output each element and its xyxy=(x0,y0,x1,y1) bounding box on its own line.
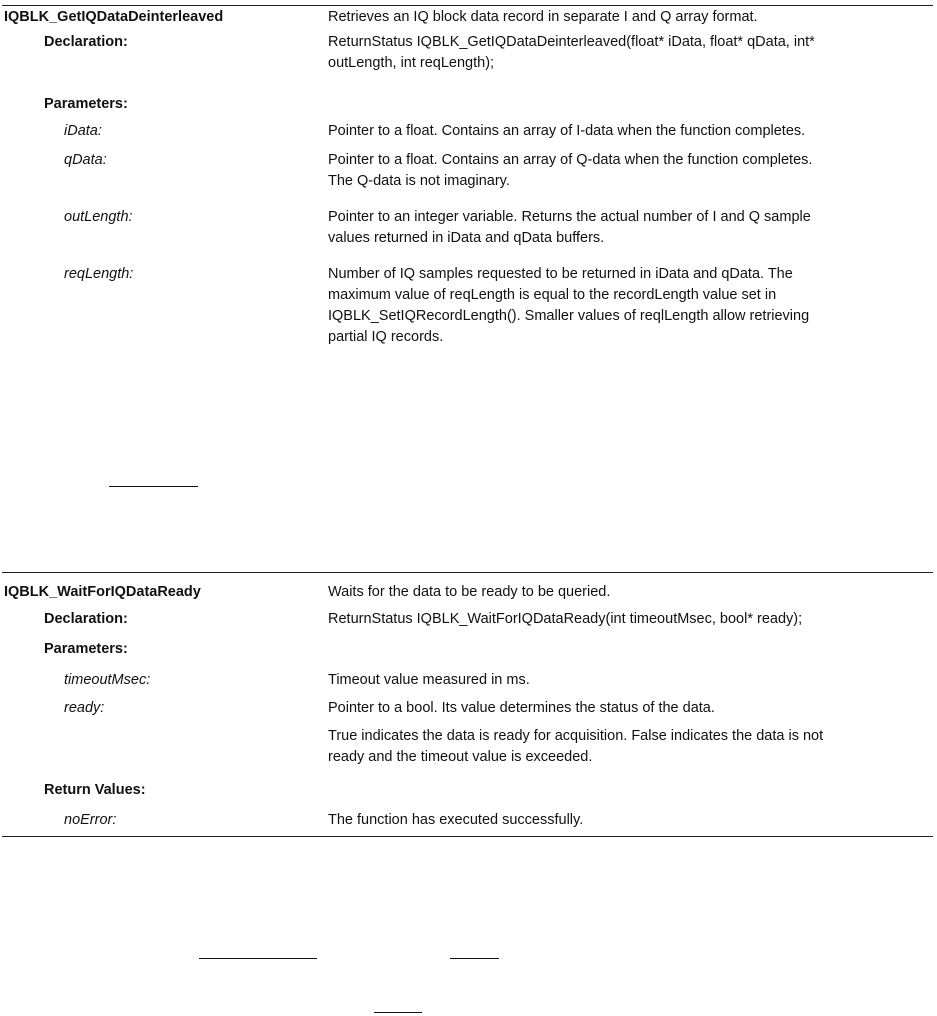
block2-top-rule xyxy=(2,572,933,573)
param-outlength-desc-line-1: Pointer to an integer variable. Returns the actual number of I and Q sample xyxy=(328,209,811,225)
param-reqlength-desc-line-1: Number of IQ samples requested to be returned in iData and qData. The xyxy=(328,266,793,282)
param-outlength-name: outLength: xyxy=(64,209,133,225)
block1-top-rule xyxy=(2,5,933,6)
param-ready-name: ready: xyxy=(64,700,105,716)
return-noerror-desc: The function has executed successfully. xyxy=(328,812,584,828)
block2-declaration-label: Declaration: xyxy=(44,611,128,627)
block1-declaration-label: Declaration: xyxy=(44,34,128,50)
underline-artifact xyxy=(109,486,198,487)
block1-declaration-line-2: outLength, int reqLength); xyxy=(328,55,495,71)
param-timeoutmsec-desc: Timeout value measured in ms. xyxy=(328,672,530,688)
param-qdata-desc-line-2: The Q-data is not imaginary. xyxy=(328,173,510,189)
param-timeoutmsec-name: timeoutMsec: xyxy=(64,672,151,688)
param-ready-note-line-1: True indicates the data is ready for acquisition. False indicates the data is not xyxy=(328,728,824,744)
param-reqlength-desc-line-3: IQBLK_SetIQRecordLength(). Smaller values of reqlLength allow retrieving xyxy=(328,308,810,324)
param-idata-name: iData: xyxy=(64,123,102,139)
param-qdata-name: qData: xyxy=(64,152,107,168)
param-reqlength-desc-line-2: maximum value of reqLength is equal to the recordLength value set in xyxy=(328,287,777,303)
block2-return-values-label: Return Values: xyxy=(44,782,146,798)
param-reqlength-desc-line-4: partial IQ records. xyxy=(328,329,444,345)
block2-declaration-line-1: ReturnStatus IQBLK_WaitForIQDataReady(int timeoutMsec, bool* ready); xyxy=(328,611,803,627)
param-ready-note-line-2: ready and the timeout value is exceeded. xyxy=(328,749,593,765)
param-reqlength-name: reqLength: xyxy=(64,266,134,282)
block2-parameters-label: Parameters: xyxy=(44,641,128,657)
block1-function-name: IQBLK_GetIQDataDeinterleaved xyxy=(4,9,224,25)
param-idata-desc: Pointer to a float. Contains an array of I-data when the function completes. xyxy=(328,123,806,139)
block2-bottom-rule xyxy=(2,836,933,837)
param-qdata-desc-line-1: Pointer to a float. Contains an array of Q-data when the function completes. xyxy=(328,152,813,168)
underline-artifact xyxy=(374,1012,422,1013)
block1-parameters-label: Parameters: xyxy=(44,96,128,112)
param-ready-desc: Pointer to a bool. Its value determines the status of the data. xyxy=(328,700,715,716)
block1-summary: Retrieves an IQ block data record in separate I and Q array format. xyxy=(328,9,758,25)
underline-artifact xyxy=(199,958,317,959)
block2-summary: Waits for the data to be ready to be queried. xyxy=(328,584,611,600)
block2-function-name: IQBLK_WaitForIQDataReady xyxy=(4,584,201,600)
param-outlength-desc-line-2: values returned in iData and qData buffers. xyxy=(328,230,605,246)
block1-declaration-line-1: ReturnStatus IQBLK_GetIQDataDeinterleaved(float* iData, float* qData, int* xyxy=(328,34,815,50)
return-noerror-name: noError: xyxy=(64,812,117,828)
underline-artifact xyxy=(450,958,499,959)
